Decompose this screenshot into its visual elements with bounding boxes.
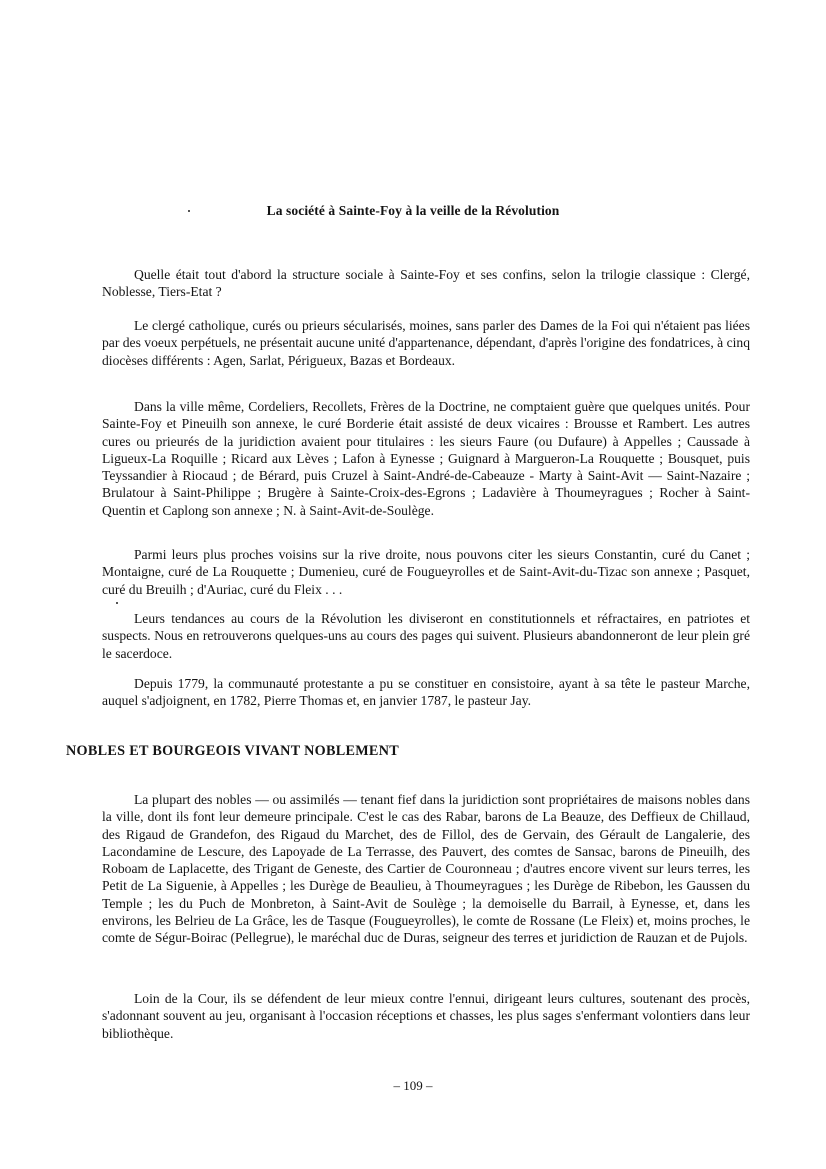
- section-heading: NOBLES ET BOURGEOIS VIVANT NOBLEMENT: [66, 743, 400, 759]
- paragraph-section-2: Loin de la Cour, ils se défendent de leur mieux contre l'ennui, dirigeant leurs cultures, soutenant des procès, s'adonnant souvent au jeu, organisant à l'occasion réceptions et chasses, les plus sages s'enfermant volontiers dans leur bibliothèque.: [102, 991, 750, 1041]
- page-title: La société à Sainte-Foy à la veille de la Révolution: [266, 203, 560, 218]
- paragraph-intro-6: Depuis 1779, la communauté protestante a pu se constituer en consistoire, ayant à sa tête le pasteur Marche, auquel s'adjoignent, en 1782, Pierre Thomas et, en janvier 1787, le pasteur Jay.: [102, 676, 750, 709]
- paragraph-intro-2: Le clergé catholique, curés ou prieurs sécularisés, moines, sans parler des Dames de la Foi qui n'étaient pas liées par des voeux perpétuels, ne présentait aucune unité d'appartenance, dépendant, d'après l'origine des fondatrices, à cinq diocèses différents : Agen, Sarlat, Périgueux, Bazas et Bordeaux.: [102, 318, 750, 368]
- page-number: – 109 –: [393, 1078, 433, 1093]
- paragraph-intro-1: Quelle était tout d'abord la structure sociale à Sainte-Foy et ses confins, selon la trilogie classique : Clergé, Noblesse, Tiers-Etat ?: [102, 267, 750, 300]
- paragraph-intro-4: Parmi leurs plus proches voisins sur la rive droite, nous pouvons citer les sieurs Constantin, curé du Canet ; Montaigne, curé de La Rouquette ; Dumenieu, curé de Fougueyrolles et de Saint-Avit-du-Tizac son annexe ; Pasquet, curé du Breuilh ; d'Auriac, curé du Fleix . . .: [102, 547, 750, 597]
- paragraph-section-1: La plupart des nobles — ou assimilés — tenant fief dans la juridiction sont propriétaires de maisons nobles dans la ville, dont ils font leur demeure principale. C'est le cas des Rabar, barons de La Beauze, des Deffieux de Chillaud, des Rigaud de Grandefon, des Rigaud du Marchet, des de Fillol, des de Gervain, des Gérault de Langalerie, des Lacondamine de Lescure, des Lapoyade de La Terrasse, des Pauvert, des comtes de Sansac, barons de Pineuilh, des Roboam de Laplacette, des Trigant de Geneste, des Cartier de Couronneau ; d'autres encore vivent sur leurs terres, les Petit de La Siguenie, à Appelles ; les Durège de Beaulieu, à Thoumeyragues ; les Durège de Ribebon, les Gaussen du Temple ; les du Puch de Monbreton, à Saint-Avit de Soulège ; la demoiselle du Barrail, à Eynesse, et, dans les environs, les Belrieu de La Grâce, les de Tasque (Fougueyrolles), le comte de Rossane (Le Fleix) et, moins proches, le comte de Ségur-Boirac (Pellegrue), le maréchal duc de Duras, seigneur des terres et juridiction de Rauzan et de Pujols.: [102, 792, 750, 946]
- paragraph-intro-3: Dans la ville même, Cordeliers, Recollets, Frères de la Doctrine, ne comptaient guère que quelques unités. Pour Sainte-Foy et Pineuilh son annexe, le curé Borderie était assisté de deux vicaires : Brousse et Rambert. Les autres cures ou prieurés de la juridiction avaient pour titulaires : les sieurs Faure (ou Dufaure) à Appelles ; Caussade à Ligueux-La Roquille ; Ricard aux Lèves ; Lafon à Eynesse ; Guignard à Margueron-La Rouquette ; Bousquet, puis Teyssandier à Riocaud ; de Bérard, puis Cruzel à Saint-André-de-Cabeauze - Marty à Saint-Avit — Saint-Nazaire ; Brulatour à Saint-Philippe ; Brugère à Sainte-Croix-des-Egrons ; Ladavière à Thoumeyragues ; Rocher à Saint-Quentin et Caplong son annexe ; N. à Saint-Avit-de-Soulège.: [102, 399, 750, 518]
- scan-speck: [116, 602, 118, 604]
- paragraph-intro-5: Leurs tendances au cours de la Révolution les diviseront en constitutionnels et réfractaires, en patriotes et suspects. Nous en retrouverons quelques-uns au cours des pages qui suivent. Plusieurs abandonneront de leur plein gré le sacerdoce.: [102, 611, 750, 661]
